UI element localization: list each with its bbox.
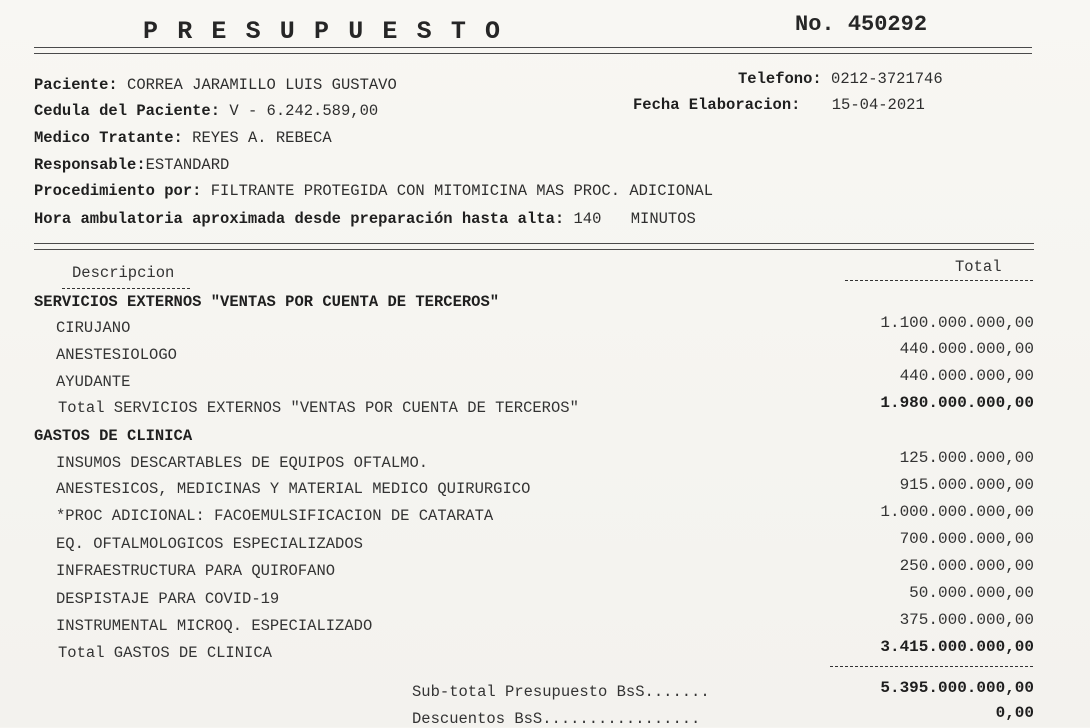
fecha-label: Fecha Elaboracion: [633,96,801,114]
cedula-value: V - 6.242.589,00 [229,102,379,120]
document-number [795,12,927,37]
section-total-label: Total SERVICIOS EXTERNOS "VENTAS POR CUENTA DE TERCEROS" [58,399,579,417]
line-amount: 250.000.000,00 [899,557,1034,575]
line-amount: 700.000.000,00 [899,530,1034,548]
line-item: CIRUJANO [56,319,131,337]
document-title [143,13,519,49]
line-amount: 440.000.000,00 [899,367,1034,385]
column-total [955,258,1002,276]
telefono-field [738,70,943,88]
descripcion-underline [62,288,190,289]
line-item: ANESTESICOS, MEDICINAS Y MATERIAL MEDICO QUIRURGICO [56,480,531,498]
procedimiento-value: FILTRANTE PROTEGIDA CON MITOMICINA MAS PROC. ADICIONAL [210,182,714,200]
medico-label: Medico Tratante: [34,129,183,147]
line-item: INSTRUMENTAL MICROQ. ESPECIALIZADO [56,617,373,635]
title-text: PRESUPUESTO [143,16,520,46]
responsable-label: Responsable: [34,156,146,174]
cedula-field [34,102,378,120]
procedimiento-label: Procedimiento por: [34,182,202,200]
column-descripcion [72,264,174,282]
column-total-text: Total [955,258,1002,276]
fecha-value: 15-04-2021 [831,96,925,114]
descuentos-label: Descuentos BsS................. [412,710,701,728]
number-value: 450292 [847,12,928,37]
table-divider [34,243,1034,250]
hora-value: 140 [573,210,602,228]
section-total-amount: 3.415.000.000,00 [880,638,1034,656]
line-item: INFRAESTRUCTURA PARA QUIROFANO [56,562,336,580]
line-item: EQ. OFTALMOLOGICOS ESPECIALIZADOS [56,535,363,553]
fecha-field [633,96,925,114]
hora-label: Hora ambulatoria aproximada desde preparación hasta alta: [34,210,565,228]
subtotal-divider [830,666,1033,667]
paciente-label: Paciente: [34,76,118,94]
line-amount: 375.000.000,00 [899,611,1034,629]
hora-unit: MINUTOS [630,210,696,228]
telefono-label: Telefono: [738,70,822,88]
descuentos-amount: 0,00 [995,704,1034,722]
procedimiento-field [34,182,713,200]
line-item: AYUDANTE [56,373,131,391]
line-amount: 1.000.000.000,00 [880,503,1034,521]
paciente-field [34,76,397,94]
line-amount: 125.000.000,00 [899,449,1034,467]
number-label: No. [795,12,835,37]
line-amount: 440.000.000,00 [899,340,1034,358]
section-total-label: Total GASTOS DE CLINICA [58,644,272,662]
column-descripcion-text: Descripcion [72,264,175,282]
section-heading-servicios: SERVICIOS EXTERNOS "VENTAS POR CUENTA DE TERCEROS" [34,293,500,311]
section-heading-gastos: GASTOS DE CLINICA [34,427,193,445]
medico-field [34,129,332,147]
subtotal-label: Sub-total Presupuesto BsS....... [412,683,710,701]
line-item: INSUMOS DESCARTABLES DE EQUIPOS OFTALMO. [56,454,429,472]
line-amount: 50.000.000,00 [909,584,1034,602]
subtotal-amount: 5.395.000.000,00 [880,679,1034,697]
responsable-value: ESTANDARD [145,156,230,174]
paciente-value: CORREA JARAMILLO LUIS GUSTAVO [127,76,397,94]
section-total-amount: 1.980.000.000,00 [880,394,1034,412]
header-divider [34,47,1032,54]
responsable-field [34,156,229,174]
telefono-value: 0212-3721746 [831,70,943,88]
total-underline [845,280,1033,281]
hora-field [34,210,696,228]
line-amount: 915.000.000,00 [899,476,1034,494]
cedula-label: Cedula del Paciente: [34,102,221,120]
line-item: DESPISTAJE PARA COVID-19 [56,590,280,608]
line-item: *PROC ADICIONAL: FACOEMULSIFICACION DE CATARATA [56,507,494,525]
medico-value: REYES A. REBECA [192,129,332,147]
line-amount: 1.100.000.000,00 [880,314,1034,332]
line-item: ANESTESIOLOGO [56,346,177,364]
